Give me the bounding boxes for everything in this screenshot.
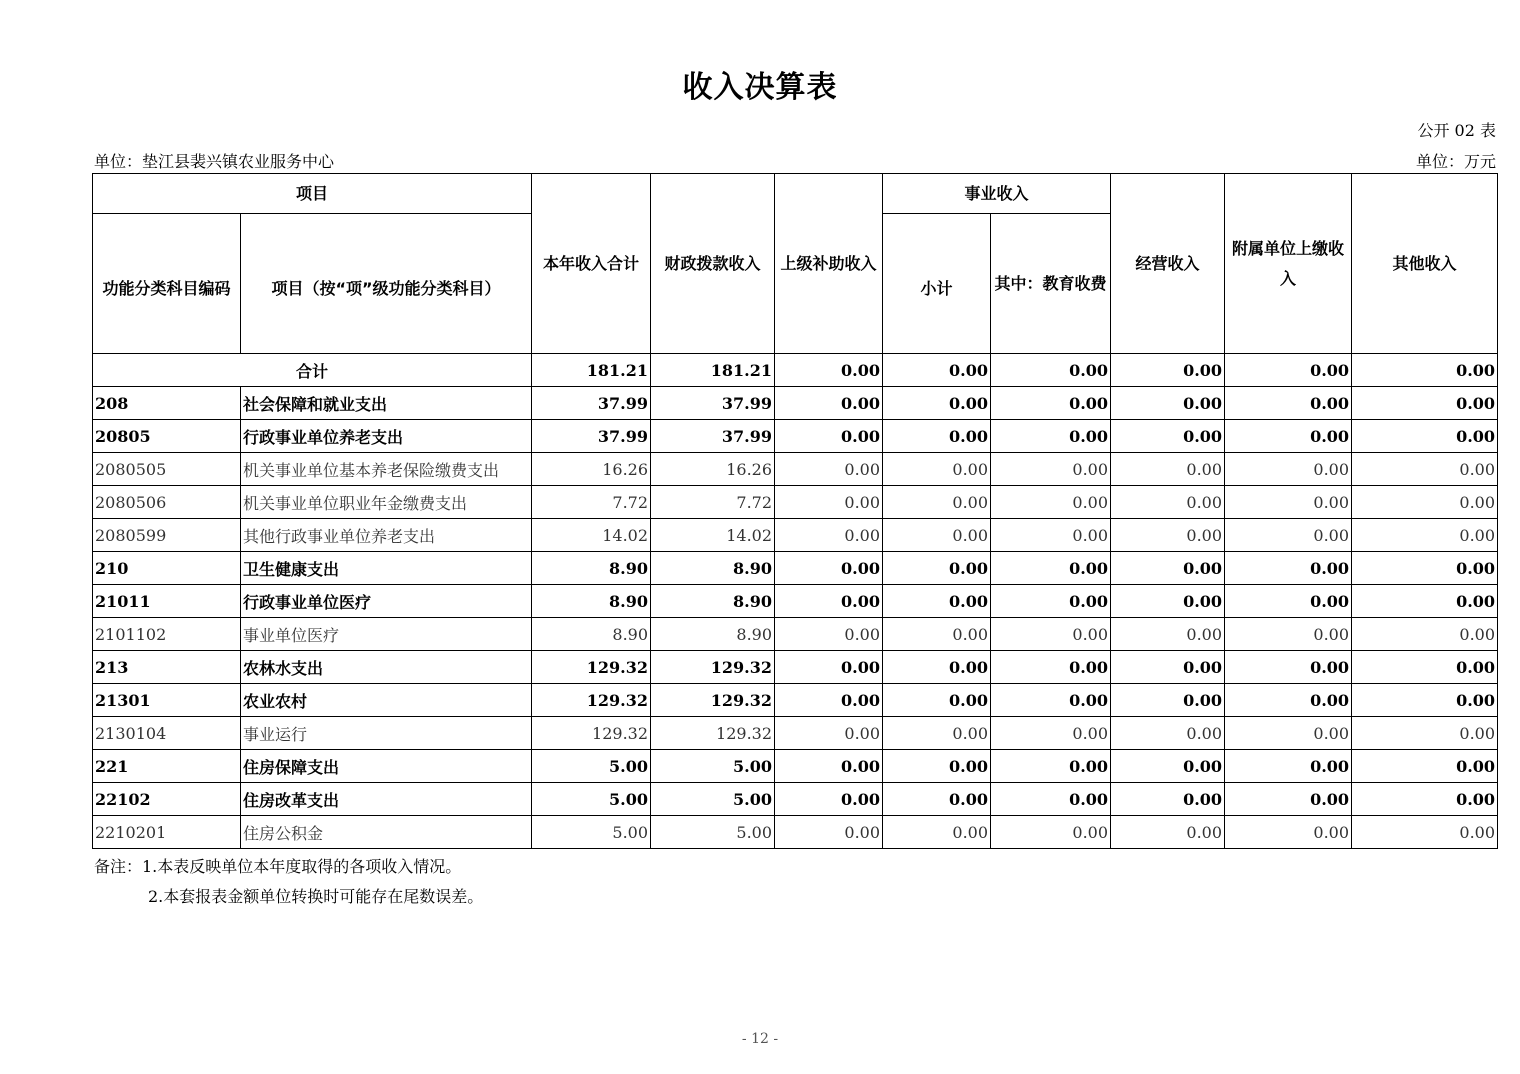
row-value: 0.00	[1352, 783, 1498, 816]
row-value: 0.00	[1225, 684, 1352, 717]
total-row	[93, 354, 1498, 387]
row-code: 2210201	[93, 816, 241, 849]
row-value: 0.00	[991, 684, 1111, 717]
table-row	[93, 387, 1498, 420]
table-row	[93, 750, 1498, 783]
header-operating: 经营收入	[1111, 174, 1225, 354]
row-value: 0.00	[1352, 816, 1498, 849]
row-value: 0.00	[1352, 552, 1498, 585]
row-value: 0.00	[1111, 750, 1225, 783]
total-cell: 0.00	[1111, 354, 1225, 387]
row-value: 0.00	[775, 684, 883, 717]
row-value: 37.99	[651, 387, 775, 420]
row-name: 卫生健康支出	[241, 552, 532, 585]
row-value: 0.00	[883, 519, 991, 552]
row-value: 0.00	[1225, 816, 1352, 849]
row-value: 0.00	[1225, 552, 1352, 585]
row-name: 农林水支出	[241, 651, 532, 684]
row-value: 0.00	[1352, 717, 1498, 750]
row-name: 行政事业单位养老支出	[241, 420, 532, 453]
row-value: 0.00	[775, 816, 883, 849]
total-cell: 0.00	[991, 354, 1111, 387]
row-value: 0.00	[883, 486, 991, 519]
row-value: 129.32	[532, 684, 651, 717]
row-value: 0.00	[775, 519, 883, 552]
row-name: 机关事业单位基本养老保险缴费支出	[241, 453, 532, 486]
row-value: 0.00	[1352, 618, 1498, 651]
row-value: 0.00	[775, 618, 883, 651]
row-value: 16.26	[532, 453, 651, 486]
header-fiscal: 财政拨款收入	[651, 174, 775, 354]
row-value: 0.00	[1225, 519, 1352, 552]
row-value: 0.00	[883, 387, 991, 420]
row-code: 2130104	[93, 717, 241, 750]
total-cell: 0.00	[1352, 354, 1498, 387]
row-value: 0.00	[991, 519, 1111, 552]
row-value: 5.00	[532, 816, 651, 849]
page-title: 收入决算表	[682, 70, 838, 105]
row-value: 0.00	[1352, 651, 1498, 684]
row-value: 0.00	[991, 750, 1111, 783]
row-value: 0.00	[1225, 651, 1352, 684]
row-value: 0.00	[991, 816, 1111, 849]
table-row	[93, 552, 1498, 585]
row-value: 0.00	[883, 783, 991, 816]
row-value: 8.90	[532, 552, 651, 585]
row-value: 0.00	[1111, 618, 1225, 651]
table-row	[93, 651, 1498, 684]
income-table	[92, 173, 1498, 849]
row-code: 213	[93, 651, 241, 684]
row-value: 0.00	[1352, 585, 1498, 618]
header-code: 功能分类科目编码	[93, 214, 241, 354]
row-value: 0.00	[883, 552, 991, 585]
total-cell: 181.21	[651, 354, 775, 387]
row-name: 农业农村	[241, 684, 532, 717]
row-value: 37.99	[532, 387, 651, 420]
row-value: 0.00	[1225, 750, 1352, 783]
reporting-unit: 单位：垫江县裴兴镇农业服务中心	[94, 152, 335, 171]
row-value: 0.00	[775, 420, 883, 453]
table-row	[93, 519, 1498, 552]
row-value: 0.00	[991, 783, 1111, 816]
row-value: 0.00	[883, 717, 991, 750]
header-affiliated: 附属单位上缴收入	[1225, 174, 1352, 354]
row-value: 0.00	[991, 387, 1111, 420]
row-value: 0.00	[883, 816, 991, 849]
row-value: 8.90	[651, 618, 775, 651]
row-value: 0.00	[1111, 651, 1225, 684]
row-value: 0.00	[775, 651, 883, 684]
row-value: 0.00	[1111, 684, 1225, 717]
row-value: 0.00	[775, 717, 883, 750]
row-code: 20805	[93, 420, 241, 453]
page-number: - 12 -	[741, 1031, 779, 1047]
row-code: 208	[93, 387, 241, 420]
row-value: 8.90	[532, 618, 651, 651]
row-value: 0.00	[775, 552, 883, 585]
row-value: 14.02	[532, 519, 651, 552]
row-value: 8.90	[651, 552, 775, 585]
row-value: 8.90	[532, 585, 651, 618]
row-value: 0.00	[991, 651, 1111, 684]
row-value: 0.00	[775, 486, 883, 519]
row-code: 21301	[93, 684, 241, 717]
row-value: 129.32	[651, 684, 775, 717]
row-value: 0.00	[883, 420, 991, 453]
row-value: 0.00	[991, 717, 1111, 750]
header-education: 其中：教育收费	[991, 214, 1111, 354]
header-name: 项目（按“项”级功能分类科目）	[241, 214, 532, 354]
row-value: 5.00	[651, 750, 775, 783]
row-value: 0.00	[991, 585, 1111, 618]
row-code: 22102	[93, 783, 241, 816]
row-value: 0.00	[991, 453, 1111, 486]
row-value: 0.00	[991, 486, 1111, 519]
table-row	[93, 618, 1498, 651]
table-header	[93, 174, 1498, 354]
row-value: 37.99	[532, 420, 651, 453]
row-value: 129.32	[532, 651, 651, 684]
table-row	[93, 816, 1498, 849]
row-value: 0.00	[775, 585, 883, 618]
header-other: 其他收入	[1352, 174, 1498, 354]
table-row	[93, 453, 1498, 486]
row-value: 0.00	[1225, 717, 1352, 750]
total-cell: 0.00	[775, 354, 883, 387]
row-value: 0.00	[1111, 519, 1225, 552]
row-value: 129.32	[651, 717, 775, 750]
note-line-2: 2.本套报表金额单位转换时可能存在尾数误差。	[148, 887, 484, 906]
currency-unit: 单位：万元	[1415, 152, 1496, 171]
total-cell: 0.00	[1225, 354, 1352, 387]
row-name: 其他行政事业单位养老支出	[241, 519, 532, 552]
row-value: 5.00	[532, 750, 651, 783]
row-value: 0.00	[1111, 816, 1225, 849]
row-value: 0.00	[1111, 783, 1225, 816]
row-value: 5.00	[651, 816, 775, 849]
row-value: 0.00	[883, 684, 991, 717]
note-line-1: 备注：1.本表反映单位本年度取得的各项收入情况。	[94, 857, 462, 876]
row-value: 0.00	[1225, 420, 1352, 453]
row-value: 5.00	[651, 783, 775, 816]
row-value: 129.32	[651, 651, 775, 684]
total-cell: 0.00	[883, 354, 991, 387]
row-value: 0.00	[883, 651, 991, 684]
table-row	[93, 717, 1498, 750]
row-value: 0.00	[1111, 420, 1225, 453]
row-name: 机关事业单位职业年金缴费支出	[241, 486, 532, 519]
row-value: 7.72	[532, 486, 651, 519]
row-value: 8.90	[651, 585, 775, 618]
row-value: 0.00	[1352, 387, 1498, 420]
row-value: 5.00	[532, 783, 651, 816]
row-code: 2101102	[93, 618, 241, 651]
row-value: 0.00	[1111, 717, 1225, 750]
row-code: 2080505	[93, 453, 241, 486]
header-subtotal: 小计	[883, 214, 991, 354]
row-code: 210	[93, 552, 241, 585]
row-value: 0.00	[1111, 585, 1225, 618]
row-name: 事业单位医疗	[241, 618, 532, 651]
row-code: 21011	[93, 585, 241, 618]
row-value: 0.00	[1225, 783, 1352, 816]
row-value: 0.00	[1352, 453, 1498, 486]
row-value: 0.00	[1111, 453, 1225, 486]
row-name: 社会保障和就业支出	[241, 387, 532, 420]
row-code: 2080506	[93, 486, 241, 519]
row-name: 事业运行	[241, 717, 532, 750]
row-value: 0.00	[775, 750, 883, 783]
table-row	[93, 420, 1498, 453]
row-name: 住房公积金	[241, 816, 532, 849]
row-name: 住房改革支出	[241, 783, 532, 816]
table-body	[93, 354, 1498, 849]
header-project: 项目	[93, 174, 532, 214]
row-value: 0.00	[1111, 486, 1225, 519]
row-value: 0.00	[991, 420, 1111, 453]
row-value: 0.00	[1225, 585, 1352, 618]
table-row	[93, 783, 1498, 816]
header-total: 本年收入合计	[532, 174, 651, 354]
row-value: 14.02	[651, 519, 775, 552]
row-value: 0.00	[1352, 420, 1498, 453]
table-row	[93, 486, 1498, 519]
row-value: 0.00	[1111, 552, 1225, 585]
row-value: 0.00	[1225, 486, 1352, 519]
row-value: 0.00	[991, 552, 1111, 585]
row-value: 0.00	[1225, 453, 1352, 486]
row-value: 0.00	[775, 783, 883, 816]
row-value: 0.00	[1352, 519, 1498, 552]
table-row	[93, 684, 1498, 717]
row-code: 221	[93, 750, 241, 783]
row-value: 16.26	[651, 453, 775, 486]
total-label: 合计	[93, 354, 532, 387]
row-value: 0.00	[1352, 750, 1498, 783]
row-value: 0.00	[775, 453, 883, 486]
total-cell: 181.21	[532, 354, 651, 387]
row-value: 0.00	[883, 585, 991, 618]
row-value: 0.00	[1111, 387, 1225, 420]
form-number: 公开 02 表	[1417, 121, 1496, 140]
row-value: 0.00	[883, 618, 991, 651]
row-code: 2080599	[93, 519, 241, 552]
row-name: 行政事业单位医疗	[241, 585, 532, 618]
row-value: 7.72	[651, 486, 775, 519]
row-value: 0.00	[1352, 486, 1498, 519]
row-value: 0.00	[883, 750, 991, 783]
header-superior: 上级补助收入	[775, 174, 883, 354]
row-name: 住房保障支出	[241, 750, 532, 783]
row-value: 0.00	[1352, 684, 1498, 717]
row-value: 0.00	[883, 453, 991, 486]
row-value: 0.00	[775, 387, 883, 420]
row-value: 0.00	[1225, 387, 1352, 420]
table-row	[93, 585, 1498, 618]
row-value: 0.00	[991, 618, 1111, 651]
row-value: 0.00	[1225, 618, 1352, 651]
header-business-income: 事业收入	[883, 174, 1111, 214]
row-value: 37.99	[651, 420, 775, 453]
row-value: 129.32	[532, 717, 651, 750]
